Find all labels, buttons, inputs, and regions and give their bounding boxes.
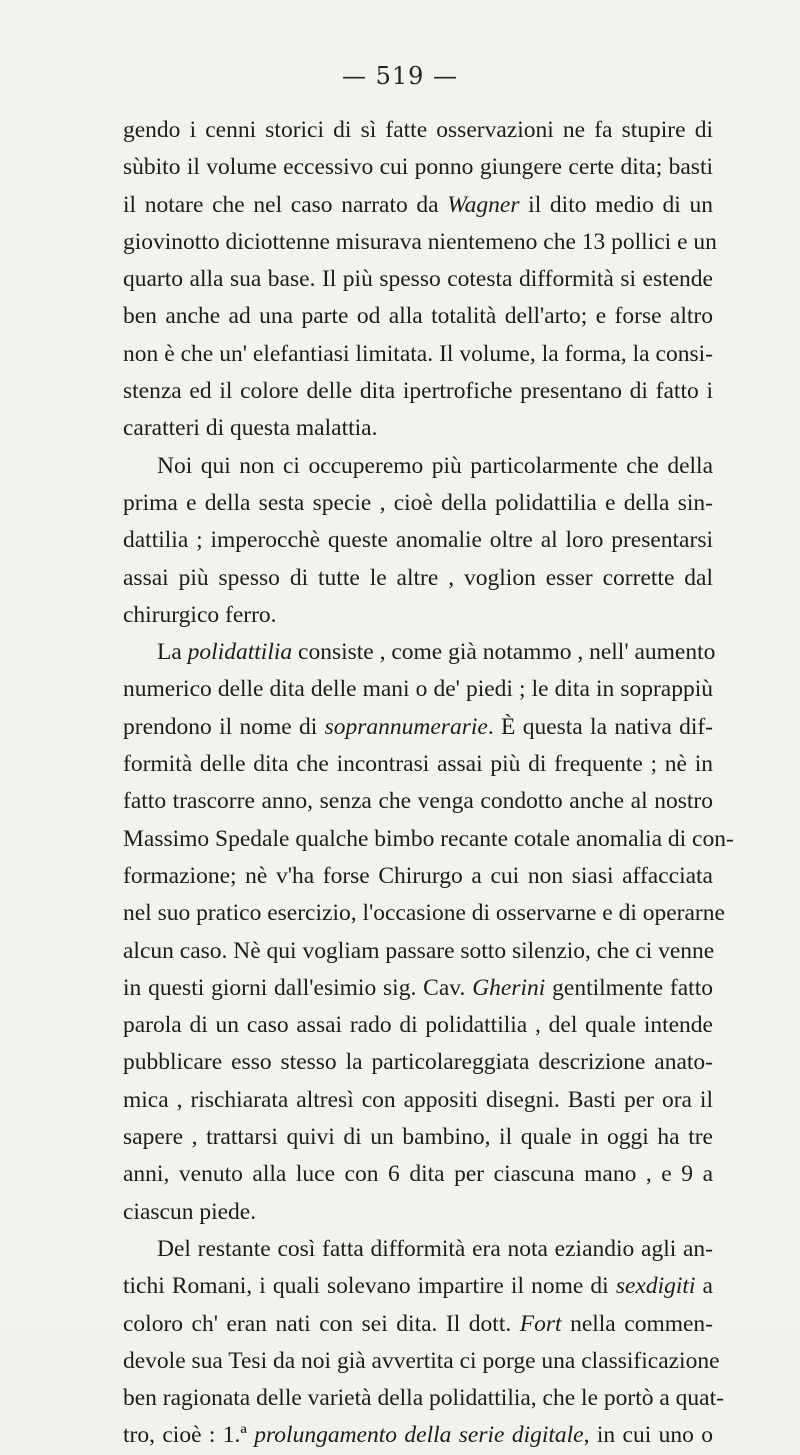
paragraph-2 — [123, 448, 713, 634]
text-line: formità delle dita che incontrasi assai più di frequente ; nè in — [123, 751, 713, 778]
text-line: chirurgico ferro. — [123, 601, 277, 628]
text-line: sùbito il volume eccessivo cui ponno giungere certe dita; basti — [123, 154, 713, 181]
text-line: tichi Romani, i quali solevano impartire il nome di sexdigiti a — [123, 1273, 713, 1300]
text-line: stenza ed il colore delle dita ipertrofiche presentano di fatto i — [123, 378, 713, 405]
text-line: alcun caso. Nè qui vogliam passare sotto silenzio, che ci venne — [123, 937, 715, 964]
text-line: gendo i cenni storici di sì fatte osservazioni ne fa stupire di — [123, 117, 713, 143]
text-line: il notare che nel caso narrato da Wagner il dito medio di un — [123, 191, 713, 218]
text-line: dattilia ; imperocchè queste anomalie oltre al loro presentarsi — [123, 527, 713, 554]
text-line: ciascun piede. — [123, 1198, 257, 1225]
paragraph-3 — [123, 634, 734, 1231]
text-line: prendono il nome di soprannumerarie. È questa la nativa dif- — [123, 713, 714, 740]
text-line: numerico delle dita delle mani o de' piedi ; le dita in soprappiù — [123, 676, 713, 703]
text-line: anni, venuto alla luce con 6 dita per ciascuna mano , e 9 a — [123, 1161, 713, 1188]
text-line: pubblicare esso stesso la particolareggiata descrizione anato- — [123, 1049, 713, 1076]
text-line: fatto trascorre anno, senza che venga condotto anche al nostro — [123, 788, 713, 815]
text-line: parola di un caso assai rado di polidattilia , del quale intende — [123, 1012, 713, 1039]
text-line: in questi giorni dall'esimio sig. Cav. Gherini gentilmente fatto — [123, 974, 713, 1001]
text-line: ben anche ad una parte od alla totalità dell'arto; e forse altro — [123, 303, 713, 330]
text-line: quarto alla sua base. Il più spesso cotesta difformità si estende — [123, 266, 713, 293]
paragraph-4 — [123, 1231, 724, 1455]
text-line: giovinotto diciottenne misurava nientemeno che 13 pollici e un — [123, 228, 717, 255]
text-line: Massimo Spedale qualche bimbo recante cotale anomalia di con- — [123, 825, 734, 852]
text-line: devole sua Tesi da noi già avvertita ci porge una classificazione — [123, 1347, 720, 1374]
page-number: — 519 — — [341, 62, 459, 90]
text-line: ben ragionata delle varietà della polidattilia, che le portò a quat- — [123, 1385, 724, 1412]
text-line: coloro ch' eran nati con sei dita. Il dott. Fort nella commen- — [123, 1310, 714, 1337]
text-line: assai più spesso di tutte le altre , voglion esser corrette dal — [123, 564, 713, 591]
text-line: formazione; nè v'ha forse Chirurgo a cui non siasi affacciata — [123, 862, 713, 889]
text-line: prima e della sesta specie , cioè della polidattilia e della sin- — [123, 489, 713, 516]
body-text — [123, 112, 734, 1455]
text-line: caratteri di questa malattia. — [123, 415, 378, 442]
text-line: La polidattilia consiste , come già notammo , nell' aumento — [157, 639, 716, 666]
paragraph-1 — [123, 112, 717, 448]
text-line: tro, cioè : 1.ª prolungamento della serie digitale, in cui uno o — [123, 1422, 713, 1449]
text-line: non è che un' elefantiasi limitata. Il volume, la forma, la consi- — [123, 340, 713, 367]
text-line: Del restante così fatta difformità era nota eziandio agli an- — [157, 1235, 713, 1262]
text-line: Noi qui non ci occuperemo più particolarmente che della — [157, 452, 713, 479]
text-line: sapere , trattarsi quivi di un bambino, il quale in oggi ha tre — [123, 1124, 713, 1151]
text-line: mica , rischiarata altresì con appositi disegni. Basti per ora il — [123, 1086, 713, 1113]
text-line: nel suo pratico esercizio, l'occasione di osservarne e di operarne — [123, 900, 725, 927]
